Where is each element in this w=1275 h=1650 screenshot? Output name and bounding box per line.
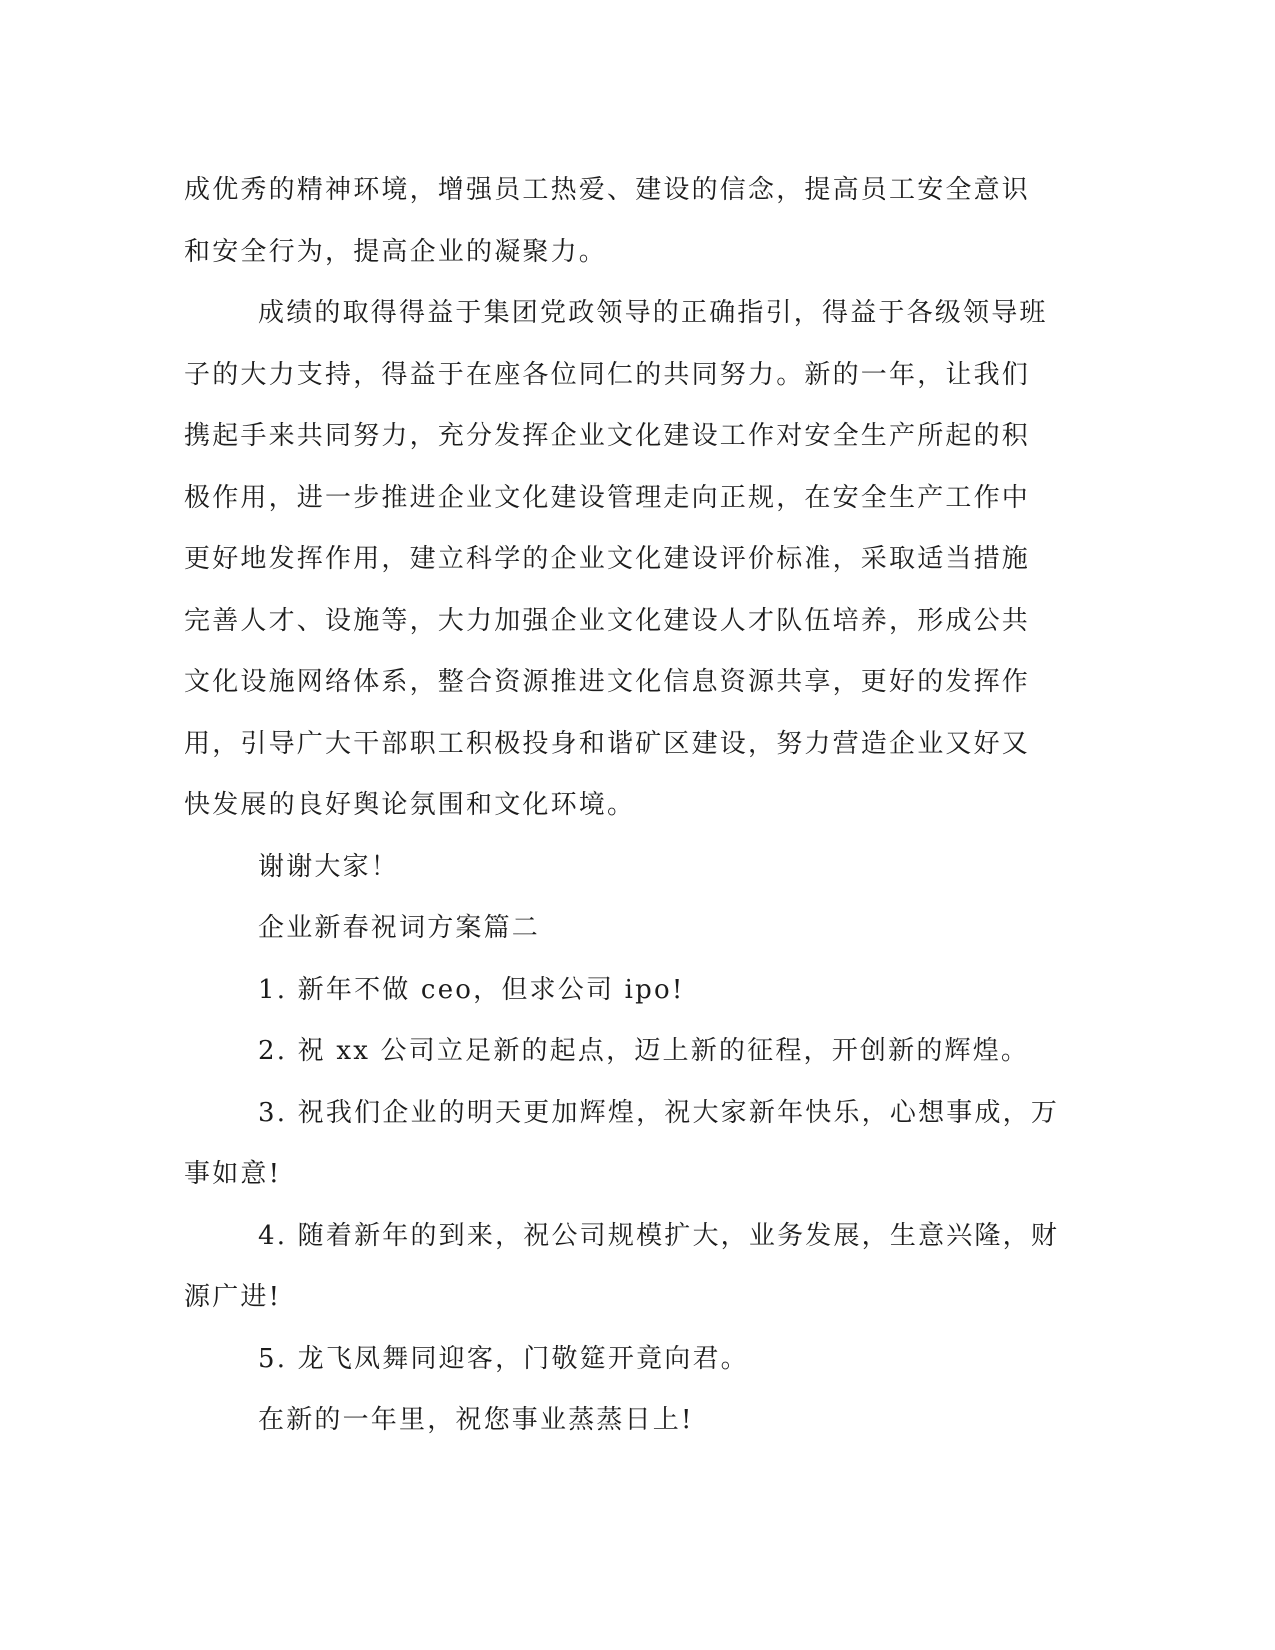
text-line: 3. 祝我们企业的明天更加辉煌，祝大家新年快乐，心想事成，万 [258,1097,1060,1128]
text-line: 事如意! [184,1159,282,1189]
paragraph [184,1021,1064,1083]
paragraph [184,283,1064,837]
text-line: 4. 随着新年的到来，祝公司规模扩大，业务发展，生意兴隆，财 [258,1220,1060,1251]
text-line: 5. 龙飞凤舞同迎客，门敬筵开竟向君。 [258,1343,749,1374]
text-line: 携起手来共同努力，充分发挥企业文化建设工作对安全生产所起的积 [184,421,1031,451]
paragraph [184,837,1064,899]
text-line: 1. 新年不做 ceo，但求公司 ipo! [258,974,685,1005]
paragraph [184,1083,1064,1206]
text-line: 企业新春祝词方案篇二 [258,913,541,943]
text-line: 完善人才、设施等，大力加强企业文化建设人才队伍培养，形成公共 [184,605,1031,636]
text-line: 和安全行为，提高企业的凝聚力。 [184,236,608,267]
text-line: 文化设施网络体系，整合资源推进文化信息资源共享，更好的发挥作 [184,667,1031,697]
text-line: 更好地发挥作用，建立科学的企业文化建设评价标准，采取适当措施 [184,544,1031,574]
text-line: 2. 祝 xx 公司立足新的起点，迈上新的征程，开创新的辉煌。 [258,1036,1030,1066]
text-line: 成优秀的精神环境，增强员工热爱、建设的信念，提高员工安全意识 [184,175,1031,205]
paragraph [184,160,1064,283]
text-line: 快发展的良好舆论氛围和文化环境。 [184,790,636,820]
text-line: 子的大力支持，得益于在座各位同仁的共同努力。新的一年，让我们 [184,359,1031,390]
text-line: 成绩的取得得益于集团党政领导的正确指引，得益于各级领导班 [258,298,1048,328]
paragraph [184,1329,1064,1391]
document-body [184,160,1064,1452]
text-line: 用，引导广大干部职工积极投身和谐矿区建设，努力营造企业又好又 [184,728,1031,759]
text-line: 源广进! [184,1282,282,1312]
text-line: 极作用，进一步推进企业文化建设管理走向正规，在安全生产工作中 [184,482,1031,513]
text-line: 谢谢大家！ [258,851,400,882]
paragraph [184,1390,1064,1452]
paragraph [184,960,1064,1022]
paragraph [184,898,1064,960]
paragraph [184,1206,1064,1329]
text-line: 在新的一年里，祝您事业蒸蒸日上! [258,1405,694,1435]
